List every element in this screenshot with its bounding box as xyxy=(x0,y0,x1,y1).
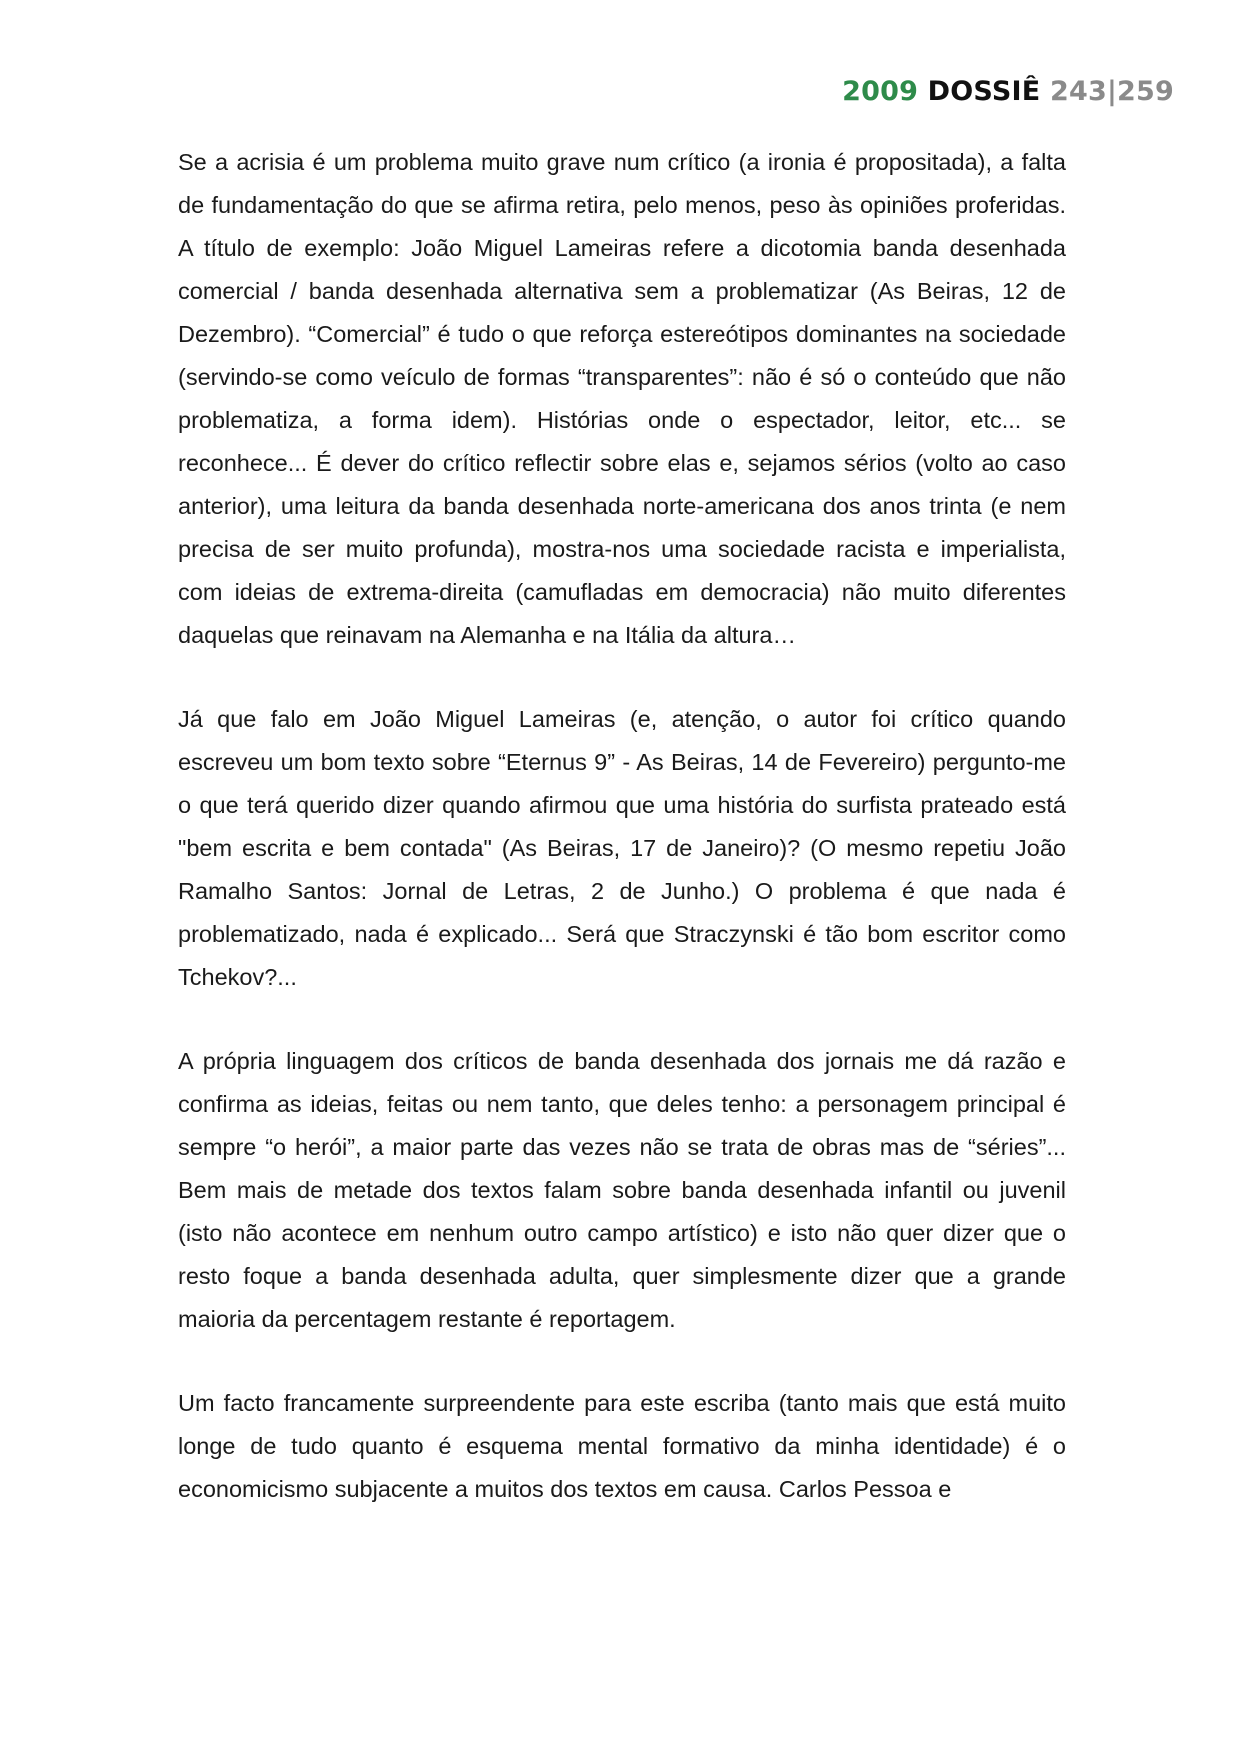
paragraph-1: Se a acrisia é um problema muito grave num crítico (a ironia é propositada), a falta de fundamentação do que se afirma retira, pelo menos, peso às opiniões proferidas. A título de exemplo: João Miguel Lameiras refere a dicotomia banda desenhada comercial / banda desenhada alternativa sem a problematizar (As Beiras, 12 de Dezembro). “Comercial” é tudo o que reforça estereótipos dominantes na sociedade (servindo-se como veículo de formas “transparentes”: não é só o conteúdo que não problematiza, a forma idem). Histórias onde o espectador, leitor, etc... se reconhece... É dever do crítico reflectir sobre elas e, sejamos sérios (volto ao caso anterior), uma leitura da banda desenhada norte-americana dos anos trinta (e nem precisa de ser muito profunda), mostra-nos uma sociedade racista e imperialista, com ideias de extrema-direita (camufladas em democracia) não muito diferentes daquelas que reinavam na Alemanha e na Itália da altura… xyxy=(178,149,1066,648)
header-page-numbers: 243|259 xyxy=(1050,76,1174,107)
header-title: DOSSIÊ xyxy=(927,76,1041,107)
paragraph-2: Já que falo em João Miguel Lameiras (e, atenção, o autor foi crítico quando escreveu um bom texto sobre “Eternus 9” - As Beiras, 14 de Fevereiro) pergunto-me o que terá querido dizer quando afirmou que uma história do surfista prateado está "bem escrita e bem contada" (As Beiras, 17 de Janeiro)? (O mesmo repetiu João Ramalho Santos: Jornal de Letras, 2 de Junho.) O problema é que nada é problematizado, nada é explicado... Será que Straczynski é tão bom escritor como Tchekov?... xyxy=(178,706,1066,990)
header-year: 2009 xyxy=(842,76,919,107)
paragraph-4: Um facto francamente surpreendente para este escriba (tanto mais que está muito longe de tudo quanto é esquema mental formativo da minha identidade) é o economicismo subjacente a muitos dos textos em causa. Carlos Pessoa e xyxy=(178,1390,1066,1502)
running-header xyxy=(842,76,1174,107)
paragraph-3: A própria linguagem dos críticos de banda desenhada dos jornais me dá razão e confirma as ideias, feitas ou nem tanto, que deles tenho: a personagem principal é sempre “o herói”, a maior parte das vezes não se trata de obras mas de “séries”... Bem mais de metade dos textos falam sobre banda desenhada infantil ou juvenil (isto não acontece em nenhum outro campo artístico) e isto não quer dizer que o resto foque a banda desenhada adulta, quer simplesmente dizer que a grande maioria da percentagem restante é reportagem. xyxy=(178,1048,1066,1332)
body-text xyxy=(178,141,1066,1552)
